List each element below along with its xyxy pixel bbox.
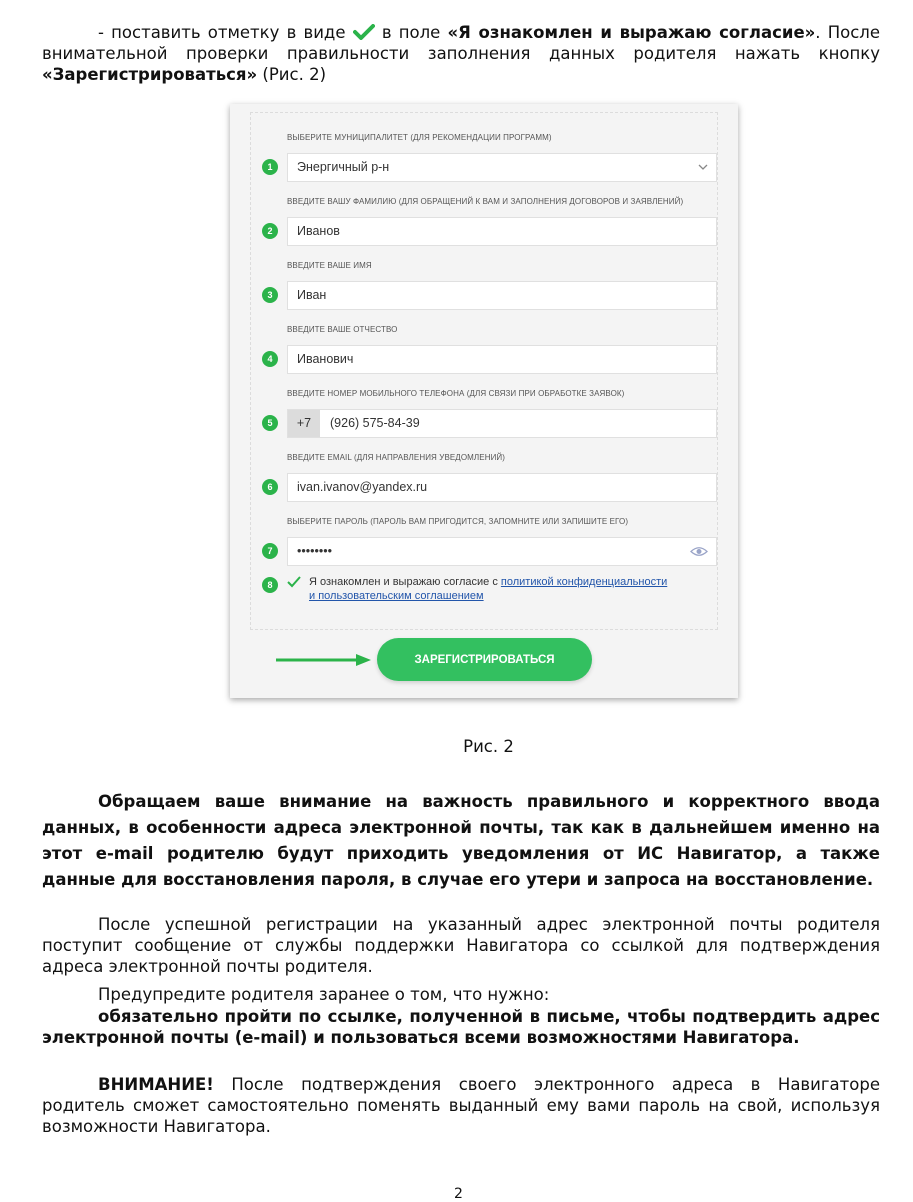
intro-text-3: . После внимательной проверки правильности заполнения данных родителя нажать кнопку	[42, 23, 880, 63]
notice-text: Обращаем ваше внимание на важность правильного и корректного ввода данных, в особенности адреса электронной почты, так как в дальнейшем именно на этот e-mail родителю будут приходить уведомления от ИС Навигатор, а также данные для восстановления пароля, в случае его утери и запроса на восстановление.	[42, 792, 880, 889]
attention-text: После подтверждения своего электронного адреса в Навигаторе родитель сможет самостоятельно поменять выданный ему вами пароль на свой, используя возможности Навигатора.	[42, 1075, 880, 1136]
name-input[interactable]	[287, 281, 717, 310]
step-badge-2: 2	[262, 223, 278, 239]
step-badge-5: 5	[262, 415, 278, 431]
password-value: ••••••••	[297, 544, 333, 558]
after-registration-paragraph: После успешной регистрации на указанный адрес электронной почты родителя поступит сообщение от службы поддержки Навигатора со ссылкой для подтверждения адреса электронной почты родителя.	[42, 915, 880, 976]
patronymic-value: Иванович	[297, 352, 354, 366]
password-label: ВЫБЕРИТЕ ПАРОЛЬ (ПАРОЛЬ ВАМ ПРИГОДИТСЯ, ЗАПОМНИТЕ ИЛИ ЗАПИШИТЕ ЕГО)	[287, 517, 629, 526]
chevron-down-icon	[698, 162, 708, 172]
email-input[interactable]	[287, 473, 717, 502]
municipality-label: ВЫБЕРИТЕ МУНИЦИПАЛИТЕТ (ДЛЯ РЕКОМЕНДАЦИИ ПРОГРАММ)	[287, 133, 552, 142]
register-button[interactable]: ЗАРЕГИСТРИРОВАТЬСЯ	[377, 638, 592, 681]
intro-text-1: - поставить отметку в виде	[98, 23, 346, 42]
phone-label: ВВЕДИТЕ НОМЕР МОБИЛЬНОГО ТЕЛЕФОНА (ДЛЯ СВЯЗИ ПРИ ОБРАБОТКЕ ЗАЯВОК)	[287, 389, 625, 398]
page-number: 2	[454, 1186, 463, 1202]
green-check-icon	[353, 24, 375, 40]
municipality-select[interactable]	[287, 153, 717, 182]
email-label: ВВЕДИТЕ EMAIL (ДЛЯ НАПРАВЛЕНИЯ УВЕДОМЛЕНИЙ)	[287, 453, 506, 462]
arrow-right-icon	[276, 653, 372, 667]
step-badge-7: 7	[262, 543, 278, 559]
step-badge-6: 6	[262, 479, 278, 495]
phone-value: (926) 575-84-39	[330, 416, 420, 430]
email-value: ivan.ivanov@yandex.ru	[297, 480, 428, 494]
consent-field-name: «Я ознакомлен и выражаю согласие»	[447, 23, 816, 42]
figure-ref: (Рис. 2)	[262, 65, 327, 84]
figure-caption: Рис. 2	[463, 737, 514, 756]
must-text: обязательно пройти по ссылке, полученной в письме, чтобы подтвердить адрес электронной почты (e-mail) и пользоваться всеми возможностями Навигатора.	[42, 1007, 880, 1047]
step-badge-4: 4	[262, 351, 278, 367]
warn-parent-paragraph: Предупредите родителя заранее о том, что нужно:	[98, 985, 550, 1004]
surname-label: ВВЕДИТЕ ВАШУ ФАМИЛИЮ (ДЛЯ ОБРАЩЕНИЙ К ВАМ И ЗАПОЛНЕНИЯ ДОГОВОРОВ И ЗАЯВЛЕНИЙ)	[287, 197, 684, 206]
eye-icon[interactable]	[690, 545, 708, 558]
consent-checkbox[interactable]	[287, 575, 301, 589]
surname-input[interactable]	[287, 217, 717, 246]
name-value: Иван	[297, 288, 327, 302]
patronymic-input[interactable]	[287, 345, 717, 374]
intro-paragraph	[42, 22, 880, 85]
name-label: ВВЕДИТЕ ВАШЕ ИМЯ	[287, 261, 372, 270]
patronymic-label: ВВЕДИТЕ ВАШЕ ОТЧЕСТВО	[287, 325, 398, 334]
attention-paragraph	[42, 1074, 880, 1137]
consent-text-block	[309, 575, 719, 603]
consent-text: Я ознакомлен и выражаю согласие с	[309, 576, 501, 588]
step-badge-8: 8	[262, 577, 278, 593]
notice-paragraph	[42, 789, 880, 893]
phone-prefix: +7	[288, 410, 320, 437]
attention-label: ВНИМАНИЕ!	[98, 1075, 214, 1094]
register-button-name: «Зарегистрироваться»	[42, 65, 258, 84]
intro-text-2: в поле	[381, 23, 441, 42]
registration-form-screenshot	[230, 104, 738, 698]
surname-value: Иванов	[297, 224, 340, 238]
registration-form	[250, 112, 718, 630]
step-badge-1: 1	[262, 159, 278, 175]
must-paragraph	[42, 1006, 880, 1048]
user-agreement-link[interactable]: и пользовательским соглашением	[309, 590, 484, 602]
phone-input[interactable]	[287, 409, 717, 438]
privacy-policy-link[interactable]: политикой конфиденциальности	[500, 576, 668, 588]
step-badge-3: 3	[262, 287, 278, 303]
municipality-value: Энергичный р-н	[297, 160, 390, 174]
password-input[interactable]	[287, 537, 717, 566]
